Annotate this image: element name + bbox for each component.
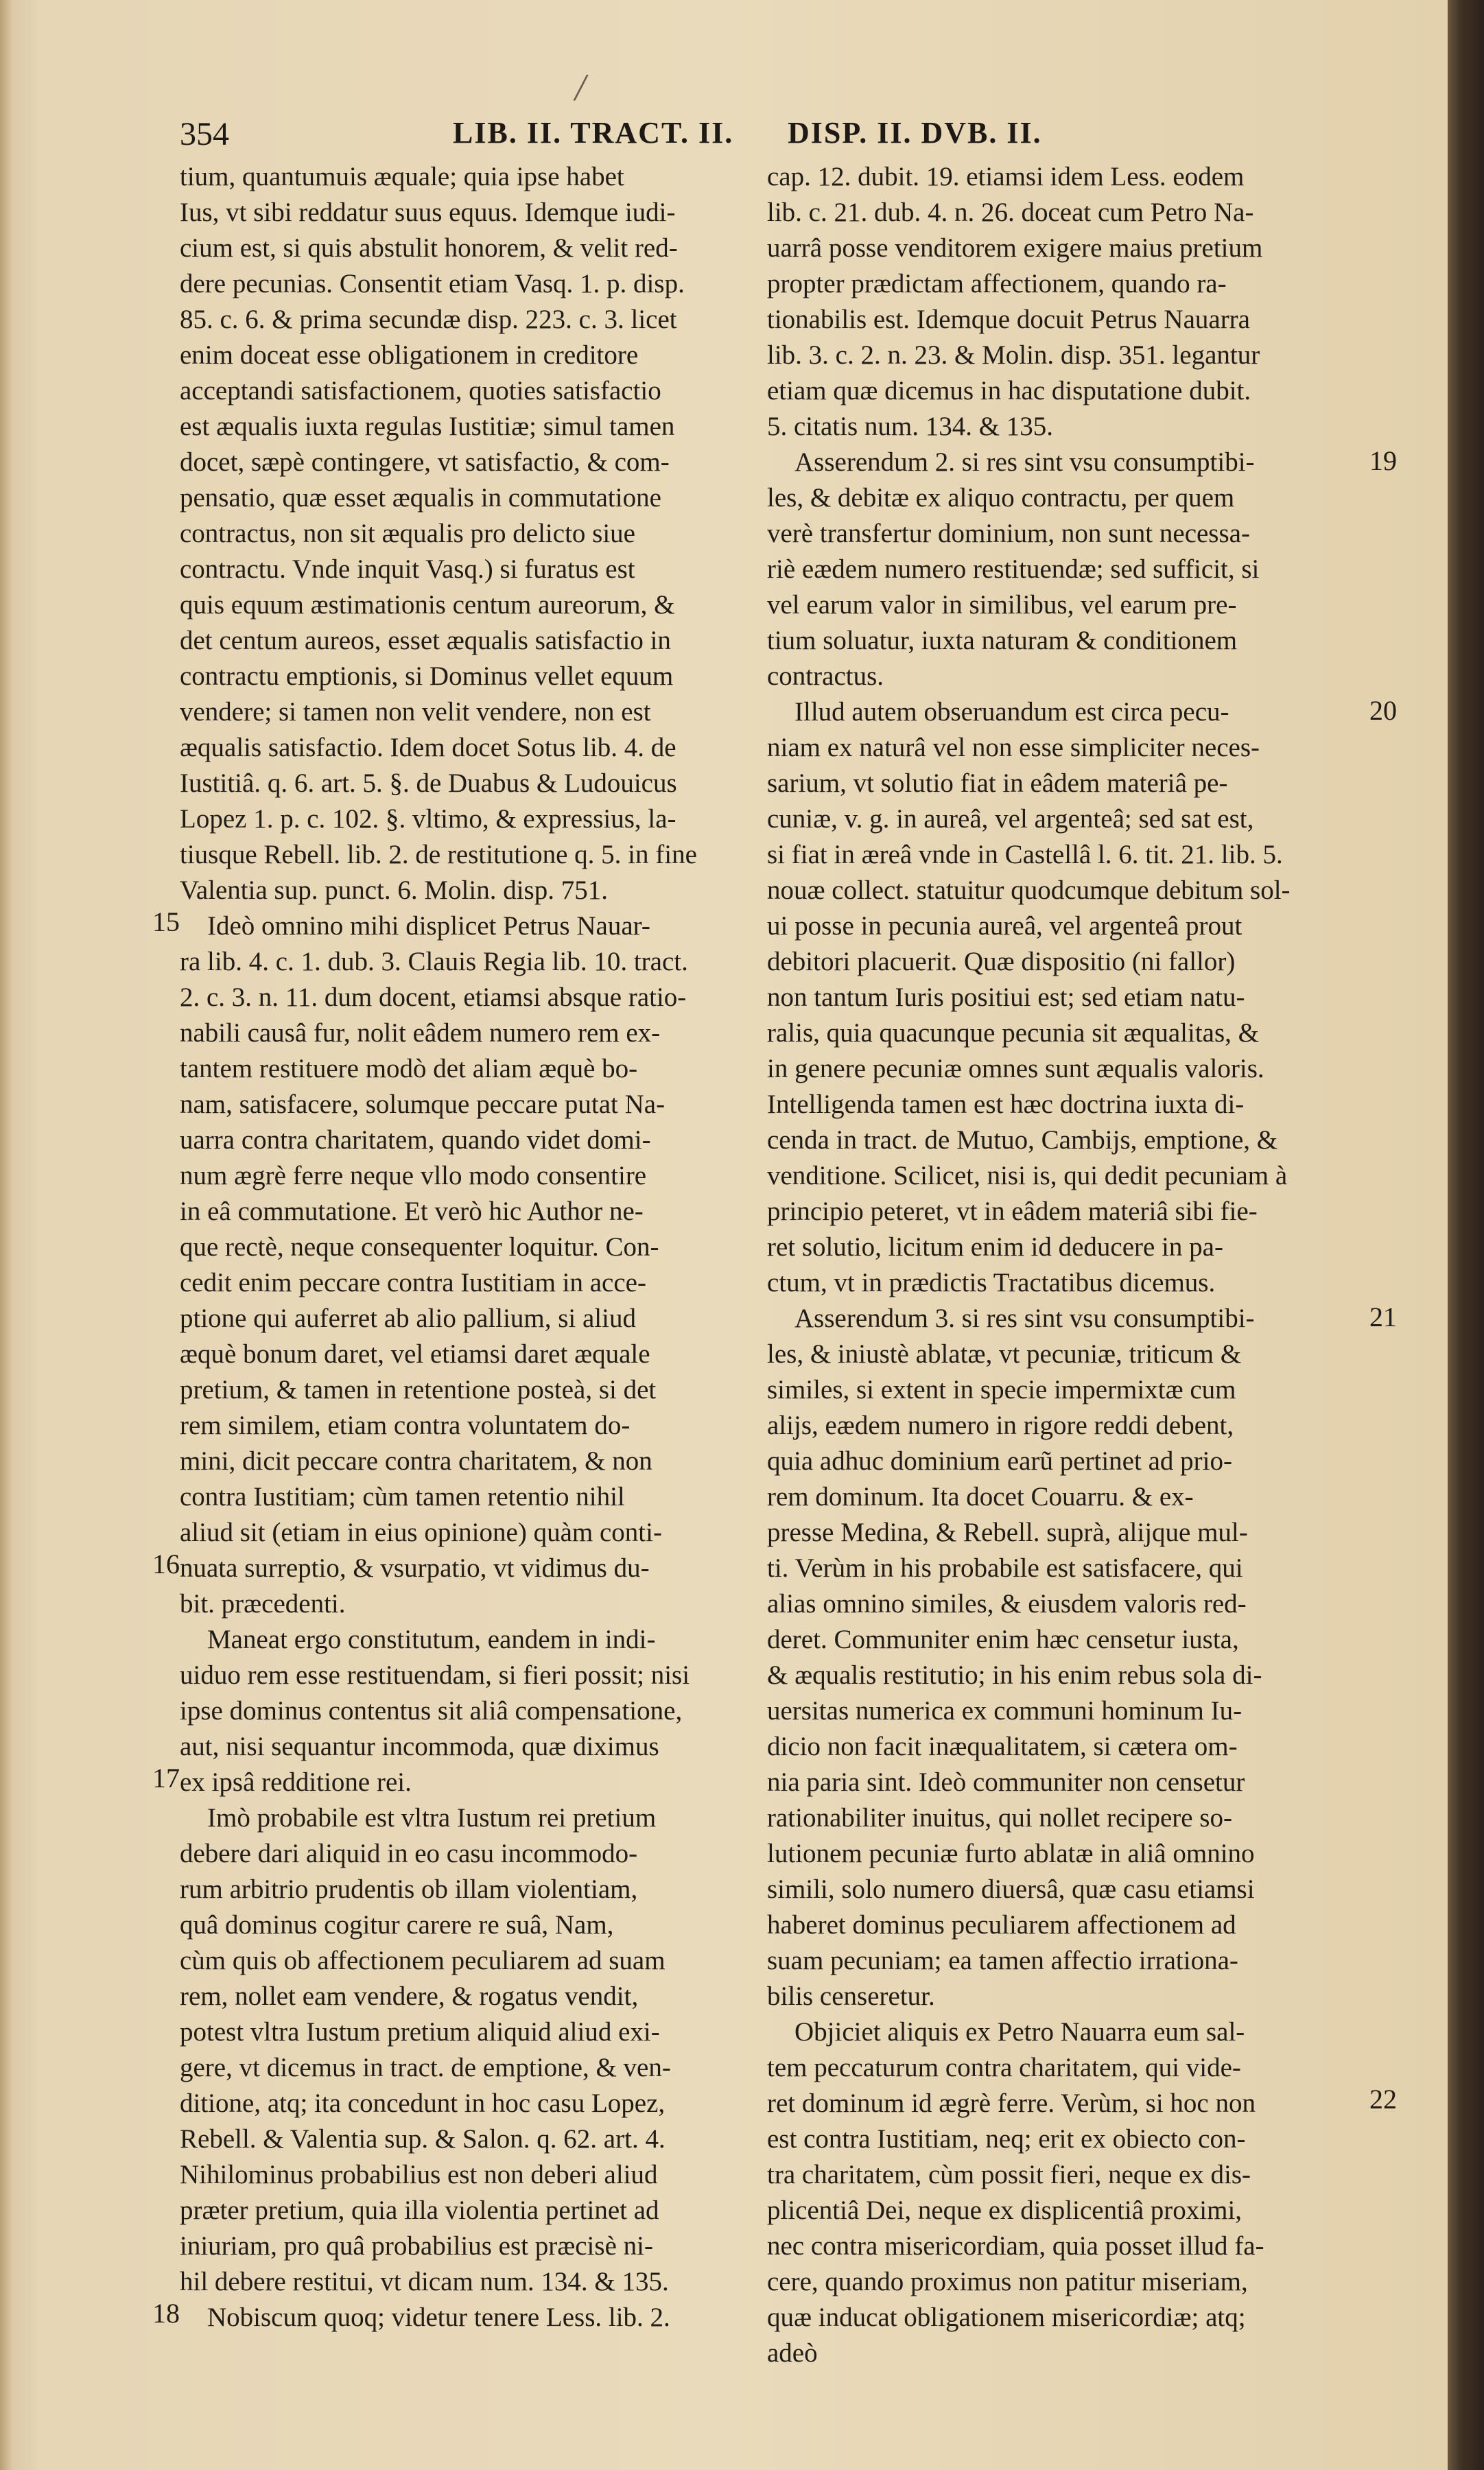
text-line: Ideò omnino mihi displicet Petrus Nauar- (207, 911, 650, 941)
text-line: dere pecunias. Consentit etiam Vasq. 1. p. disp. (180, 269, 685, 298)
text-line: uersitas numerica ex communi hominum Iu- (767, 1696, 1242, 1726)
text-line: sarium, vt solutio fiat in eâdem materiâ pe- (767, 768, 1228, 798)
text-line: tra charitatem, cùm possit fieri, neque ex dis- (767, 2160, 1251, 2189)
text-line: debitori placuerit. Quæ dispositio (ni fallor) (767, 947, 1236, 976)
text-line: in genere pecuniæ omnes sunt æqualis valoris. (767, 1054, 1264, 1083)
text-line: verè transfertur dominium, non sunt necessa- (767, 519, 1250, 548)
page-edge (1448, 0, 1484, 2470)
text-line: ditione, atq; ita concedunt in hoc casu Lopez, (180, 2089, 666, 2118)
margin-number-18: 18 (152, 2298, 180, 2329)
text-line: Asserendum 3. si res sint vsu consumptibi- (794, 1304, 1255, 1333)
text-line: bilis censeretur. (767, 1981, 935, 2011)
margin-number-17: 17 (152, 1763, 180, 1793)
text-line: etiam quæ dicemus in hac disputatione dubit. (767, 376, 1251, 405)
text-line: simili, solo numero diuersâ, quæ casu etiamsi (767, 1874, 1255, 1904)
text-line: riè eædem numero restituendæ; sed sufficit, si (767, 554, 1260, 584)
text-line: est contra Iustitiam, neq; erit ex obiecto con- (767, 2124, 1246, 2154)
text-line: potest vltra Iustum pretium aliquid aliud exi- (180, 2017, 660, 2047)
text-line: cium est, si quis abstulit honorem, & velit red- (180, 233, 678, 263)
text-line: est æqualis iuxta regulas Iustitiæ; simul tamen (180, 412, 675, 441)
text-line: pretium, & tamen in retentione posteà, si det (180, 1375, 657, 1404)
text-line: alijs, eædem numero in rigore reddi debent, (767, 1411, 1234, 1440)
text-line: presse Medina, & Rebell. suprà, alijque mul- (767, 1518, 1248, 1547)
text-line: ra lib. 4. c. 1. dub. 3. Clauis Regia lib. 10. tract. (180, 947, 688, 976)
text-line: in eâ commutatione. Et verò hic Author ne- (180, 1197, 644, 1226)
text-line: les, & debitæ ex aliquo contractu, per quem (767, 483, 1235, 513)
text-line: acceptandi satisfactionem, quoties satisfactio (180, 376, 661, 405)
text-line: quæ inducat obligationem misericordiæ; atq; (767, 2303, 1246, 2332)
text-line: nec contra misericordiam, quia posset illud fa- (767, 2231, 1264, 2261)
text-line: præter pretium, quia illa violentia pertinet ad (180, 2196, 659, 2225)
text-line: rem dominum. Ita docet Couarru. & ex- (767, 1482, 1194, 1512)
text-line: similes, si extent in specie impermixtæ cum (767, 1375, 1236, 1404)
text-line: nuata surreptio, & vsurpatio, vt vidimus du- (180, 1553, 650, 1583)
text-line: cere, quando proximus non patitur miseriam, (767, 2267, 1248, 2296)
text-line: que rectè, neque consequenter loquitur. Con- (180, 1232, 659, 1262)
ink-mark: / (575, 67, 586, 109)
left-column (180, 159, 759, 2336)
text-line: iniuriam, pro quâ probabilius est præcisè ni- (180, 2231, 653, 2261)
text-line: 85. c. 6. & prima secundæ disp. 223. c. 3. licet (180, 305, 677, 334)
text-line: mini, dicit peccare contra charitatem, & non (180, 1446, 652, 1476)
text-line: cùm quis ob affectionem peculiarem ad suam (180, 1946, 666, 1975)
margin-number-16: 16 (152, 1549, 180, 1579)
text-line: contractus. (767, 661, 884, 691)
text-line: quis equum æstimationis centum aureorum, & (180, 590, 675, 620)
text-line: Ius, vt sibi reddatur suus equus. Idemque iudi- (180, 198, 676, 227)
text-line: cap. 12. dubit. 19. etiamsi idem Less. eodem (767, 162, 1245, 191)
text-line: tiusque Rebell. lib. 2. de restitutione q. 5. in fine (180, 840, 697, 869)
text-line: haberet dominus peculiarem affectionem ad (767, 1910, 1236, 1940)
text-line: Nihilominus probabilius est non deberi aliud (180, 2160, 658, 2189)
text-line: cuniæ, v. g. in aureâ, vel argenteâ; sed sat est, (767, 804, 1254, 834)
text-line: cenda in tract. de Mutuo, Cambijs, emptione, & (767, 1125, 1278, 1155)
text-line: uiduo rem esse restituendam, si fieri possit; nisi (180, 1660, 690, 1690)
text-line: Asserendum 2. si res sint vsu consumptibi- (794, 447, 1255, 477)
text-line: ex ipsâ redditione rei. (180, 1767, 412, 1797)
text-line: tionabilis est. Idemque docuit Petrus Nauarra (767, 305, 1250, 334)
text-line: bit. præcedenti. (180, 1589, 346, 1619)
text-line: lutionem pecuniæ furto ablatæ in aliâ omnino (767, 1839, 1255, 1868)
text-line: docet, sæpè contingere, vt satisfactio, & com- (180, 447, 670, 477)
text-line: lib. 3. c. 2. n. 23. & Molin. disp. 351. legantur (767, 340, 1260, 370)
text-line: Valentia sup. punct. 6. Molin. disp. 751. (180, 875, 608, 905)
text-line: rem, nollet eam vendere, & rogatus vendit, (180, 1981, 639, 2011)
text-line: dicio non facit inæqualitatem, si cætera om- (767, 1732, 1238, 1761)
text-line: adeò (767, 2338, 818, 2368)
margin-number-22: 22 (1369, 2084, 1397, 2115)
text-line: debere dari aliquid in eo casu incommodo- (180, 1839, 638, 1868)
text-line: tium, quantumuis æquale; quia ipse habet (180, 162, 624, 191)
text-line: aliud sit (etiam in eius opinione) quàm conti- (180, 1518, 662, 1547)
text-line: alias omnino similes, & eiusdem valoris red- (767, 1589, 1247, 1619)
text-line: rem similem, etiam contra voluntatem do- (180, 1411, 631, 1440)
text-line: Rebell. & Valentia sup. & Salon. q. 62. art. 4. (180, 2124, 666, 2154)
text-line: ti. Verùm in his probabile est satisfacere, qui (767, 1553, 1243, 1583)
text-line: contra Iustitiam; cùm tamen retentio nihil (180, 1482, 625, 1512)
text-line: les, & iniustè ablatæ, vt pecuniæ, triticum & (767, 1339, 1242, 1369)
text-line: quia adhuc dominium earũ pertinet ad prio- (767, 1446, 1232, 1476)
text-line: tium soluatur, iuxta naturam & conditionem (767, 626, 1238, 655)
text-line: uarra contra charitatem, quando videt domi- (180, 1125, 651, 1155)
running-head-left: LIB. II. TRACT. II. (453, 116, 734, 150)
text-line: propter prædictam affectionem, quando ra- (767, 269, 1227, 298)
text-line: ipse dominus contentus sit aliâ compensatione, (180, 1696, 683, 1726)
text-line: nia paria sint. Ideò communiter non censetur (767, 1767, 1245, 1797)
text-line: gere, vt dicemus in tract. de emptione, & ven- (180, 2053, 671, 2082)
text-line: æquè bonum daret, vel etiamsi daret æquale (180, 1339, 650, 1369)
text-line: nam, satisfacere, solumque peccare putat Na- (180, 1090, 666, 1119)
text-line: æqualis satisfactio. Idem docet Sotus lib. 4. de (180, 733, 676, 762)
text-line: contractu emptionis, si Dominus vellet equum (180, 661, 674, 691)
text-line: ptione qui auferret ab alio pallium, si aliud (180, 1304, 636, 1333)
text-line: Iustitiâ. q. 6. art. 5. §. de Duabus & Ludouicus (180, 768, 677, 798)
text-line: aut, nisi sequantur incommoda, quæ diximus (180, 1732, 659, 1761)
text-line: lib. c. 21. dub. 4. n. 26. doceat cum Petro Na- (767, 198, 1254, 227)
text-line: vel earum valor in similibus, vel earum pre- (767, 590, 1237, 620)
text-line: non tantum Iuris positiui est; sed etiam natu- (767, 983, 1245, 1012)
text-line: venditione. Scilicet, nisi is, qui dedit pecuniam à (767, 1161, 1288, 1190)
text-line: ralis, quia quacunque pecunia sit æqualitas, & (767, 1018, 1259, 1048)
text-line: Objiciet aliquis ex Petro Nauarra eum sal- (794, 2017, 1245, 2047)
text-line: si fiat in æreâ vnde in Castellâ l. 6. tit. 21. lib. 5. (767, 840, 1283, 869)
text-line: det centum aureos, esset æqualis satisfactio in (180, 626, 671, 655)
text-line: plicentiâ Dei, neque ex displicentiâ proximi, (767, 2196, 1242, 2225)
text-line: hil debere restitui, vt dicam num. 134. & 135. (180, 2267, 669, 2296)
text-line: contractus, non sit æqualis pro delicto siue (180, 519, 635, 548)
text-line: 5. citatis num. 134. & 135. (767, 412, 1054, 441)
text-line: pensatio, quæ esset æqualis in commutatione (180, 483, 661, 513)
margin-number-21: 21 (1369, 1302, 1397, 1332)
text-line: nabili causâ fur, nolit eâdem numero rem ex- (180, 1018, 661, 1048)
text-line: 2. c. 3. n. 11. dum docent, etiamsi absque ratio- (180, 983, 687, 1012)
text-line: rationabiliter inuitus, qui nollet recipere so- (767, 1803, 1232, 1833)
page-number: 354 (180, 116, 229, 152)
text-line: rum arbitrio prudentis ob illam violentiam, (180, 1874, 638, 1904)
text-line: contractu. Vnde inquit Vasq.) si furatus est (180, 554, 635, 584)
text-line: Nobiscum quoq; videtur tenere Less. lib. 2. (207, 2303, 670, 2332)
text-line: quâ dominus cogitur carere re suâ, Nam, (180, 1910, 614, 1940)
text-line: Illud autem obseruandum est circa pecu- (794, 697, 1229, 727)
text-line: principio peteret, vt in eâdem materiâ sibi fie- (767, 1197, 1258, 1226)
text-line: niam ex naturâ vel non esse simpliciter neces- (767, 733, 1260, 762)
margin-number-15: 15 (152, 906, 180, 937)
text-line: uarrâ posse venditorem exigere maius pretium (767, 233, 1263, 263)
text-line: nouæ collect. statuitur quodcumque debitum sol- (767, 875, 1291, 905)
text-line: Imò probabile est vltra Iustum rei pretium (207, 1803, 657, 1833)
text-line: suam pecuniam; ea tamen affectio irrationa- (767, 1946, 1238, 1975)
text-line: cedit enim peccare contra Iustitiam in acce- (180, 1268, 646, 1297)
text-line: & æqualis restitutio; in his enim rebus sola di- (767, 1660, 1262, 1690)
text-line: deret. Communiter enim hæc censetur iusta, (767, 1625, 1239, 1654)
right-column (767, 159, 1361, 2371)
text-line: ret solutio, licitum enim id deducere in pa- (767, 1232, 1223, 1262)
text-line: Maneat ergo constitutum, eandem in indi- (207, 1625, 656, 1654)
text-line: ctum, vt in prædictis Tractatibus dicemus. (767, 1268, 1216, 1297)
text-line: Lopez 1. p. c. 102. §. vltimo, & expressius, la- (180, 804, 676, 834)
text-line: ret dominum id ægrè ferre. Verùm, si hoc non (767, 2089, 1256, 2118)
text-line: enim doceat esse obligationem in creditore (180, 340, 639, 370)
text-line: tem peccaturum contra charitatem, qui vide- (767, 2053, 1241, 2082)
text-line: vendere; si tamen non velit vendere, non est (180, 697, 651, 727)
margin-number-19: 19 (1369, 445, 1397, 476)
margin-number-20: 20 (1369, 695, 1397, 726)
text-line: Intelligenda tamen est hæc doctrina iuxta di- (767, 1090, 1245, 1119)
text-line: num ægrè ferre neque vllo modo consentire (180, 1161, 647, 1190)
running-head-right: DISP. II. DVB. II. (788, 116, 1042, 150)
text-line: ui posse in pecunia aureâ, vel argenteâ prout (767, 911, 1242, 941)
text-line: tantem restituere modò det aliam æquè bo- (180, 1054, 638, 1083)
